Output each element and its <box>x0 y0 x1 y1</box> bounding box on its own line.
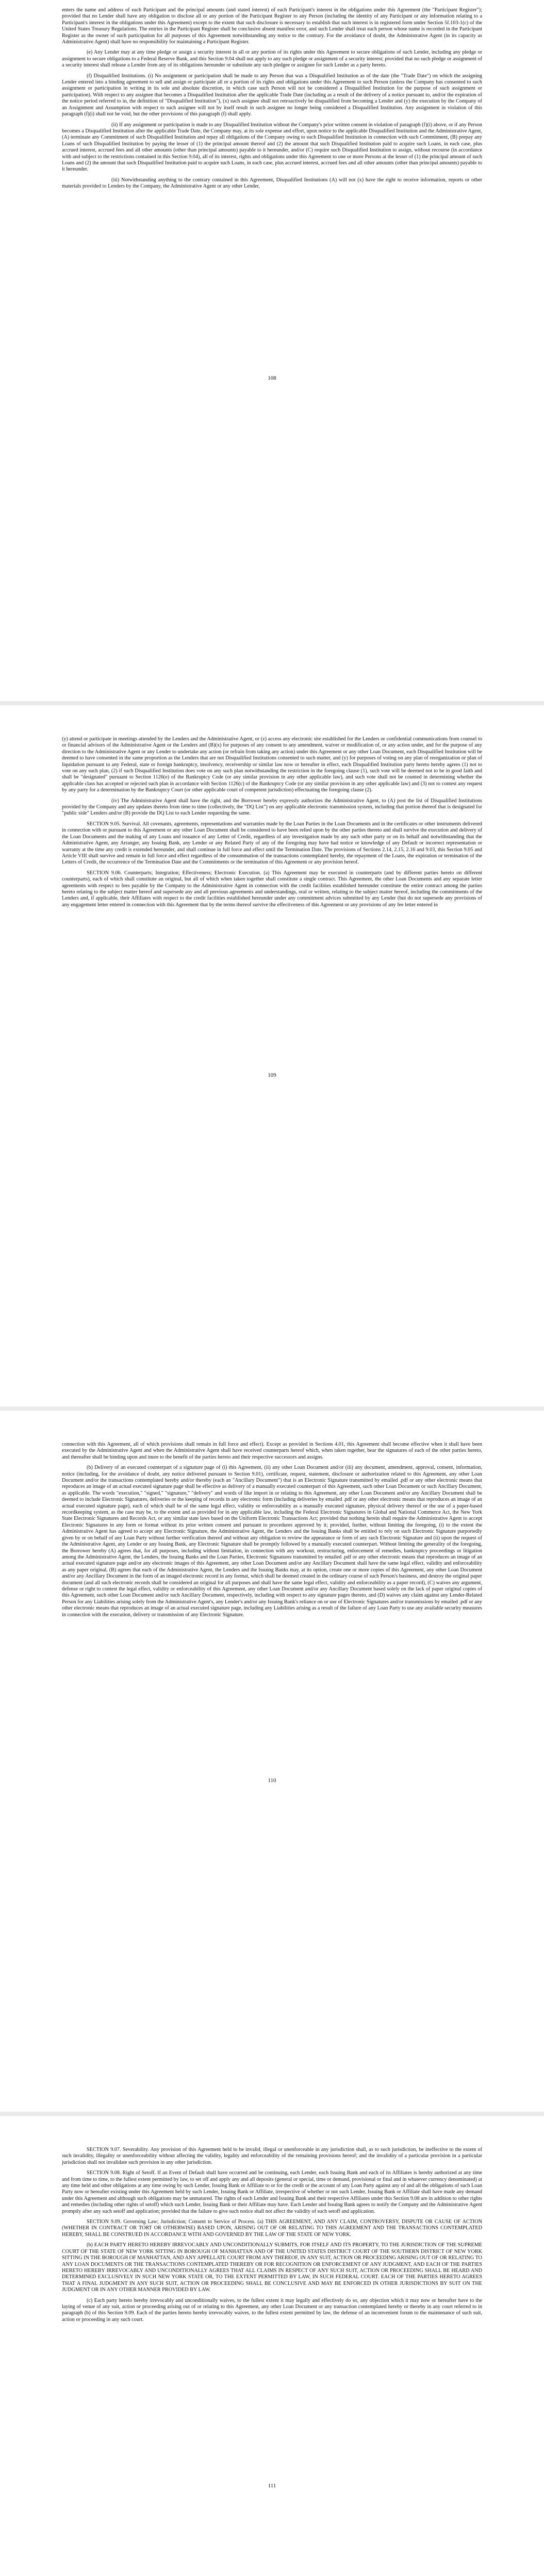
page-body <box>62 7 482 194</box>
paragraph: (iii) Notwithstanding anything to the contrary contained in this Agreement, Disqualified Institutions (A) will not (x) have the right to receive information, reports or other materials provided to Lenders by the Company, the Administrative Agent or any other Lender, <box>62 177 482 190</box>
paragraph: enters the name and address of each Participant and the principal amounts (and stated interest) of each Participant's interest in the obligations under this Agreement (the "Participant Register"); provided that no Lender shall have any obligation to disclose all or any portion of the Participant Register to any Person (including the identity of any Participant or any information relating to a Participant's interest in the obligations under this Agreement) except to the extent that such disclosure is necessary to establish that such interest is in registered form under Section 5f.103-1(c) of the United States Treasury Regulations. The entries in the Participant Register shall be conclusive absent manifest error, and such Lender shall treat each person whose name is recorded in the Participant Register as the owner of such participation for all purposes of this Agreement notwithstanding any notice to the contrary. For the avoidance of doubt, the Administrative Agent (in its capacity as Administrative Agent) shall have no responsibility for maintaining a Participant Register. <box>62 7 482 45</box>
page-divider <box>0 701 544 705</box>
page-number: 111 <box>268 2483 276 2489</box>
paragraph: SECTION 9.05. Survival. All covenants, agreements, representations and warranties made by the Loan Parties in the Loan Documents and in the certificates or other instruments delivered in connection with or pursuant to this Agreement or any other Loan Document shall be considered to have been relied upon by the other parties thereto and shall survive the execution and delivery of the Loan Documents and the making of any Loans and issuance of any Letter of Credit, regardless of any investigation made by any such other party or on its behalf and notwithstanding that the Administrative Agent, any Arranger, any Issuing Bank, any Lender or any Related Party of any of the foregoing may have had notice or knowledge of any Default or incorrect representation or warranty at the time any credit is extended hereunder, and shall continue in full force and effect until the Termination Date. The provisions of Sections 2.14, 2.15, 2.16 and 9.03, this Section 9.05 and Article VIII shall survive and remain in full force and effect regardless of the consummation of the transactions contemplated hereby, the repayment of the Loans, the expiration or termination of the Letters of Credit, the occurrence of the Termination Date and the Commitments or the termination of this Agreement or any provision hereof. <box>62 821 482 866</box>
paragraph: (b) EACH PARTY HERETO HEREBY IRREVOCABLY AND UNCONDITIONALLY SUBMITS, FOR ITSELF AND ITS PROPERTY, TO THE JURISDICTION OF THE SUPREME COURT OF THE STATE OF NEW YORK SITTING IN BOROUGH OF MANHATTAN AND OF THE UNITED STATES DISTRICT COURT OF THE SOUTHERN DISTRICT OF NEW YORK SITTING IN THE BOROUGH OF MANHATTAN, AND ANY APPELLATE COURT FROM ANY THEREOF, IN ANY SUIT, ACTION OR PROCEEDING ARISING OUT OF OR RELATING TO ANY LOAN DOCUMENTS OR THE TRANSACTIONS CONTEMPLATED THEREBY OR FOR RECOGNITION OR ENFORCEMENT OF ANY JUDGMENT, AND EACH OF THE PARTIES HERETO HEREBY IRREVOCABLY AND UNCONDITIONALLY AGREES THAT ALL CLAIMS IN RESPECT OF ANY SUCH SUIT, ACTION OR PROCEEDING SHALL BE HEARD AND DETERMINED EXCLUSIVELY IN SUCH NEW YORK STATE OR, TO THE EXTENT PERMITTED BY LAW, IN SUCH FEDERAL COURT. EACH OF THE PARTIES HERETO AGREES THAT A FINAL JUDGMENT IN ANY SUCH SUIT, ACTION OR PROCEEDING SHALL BE CONCLUSIVE AND MAY BE ENFORCED IN OTHER JURISDICTIONS BY SUIT ON THE JUDGMENT OR IN ANY OTHER MANNER PROVIDED BY LAW. <box>62 2242 482 2293</box>
page-number: 110 <box>268 1777 276 1784</box>
paragraph: SECTION 9.09. Governing Law; Jurisdiction; Consent to Service of Process. (a) THIS AGREEMENT, AND ANY CLAIM, CONTROVERSY, DISPUTE OR CAUSE OF ACTION (WHETHER IN CONTRACT OR TORT OR OTHERWISE) BASED UPON, ARISING OUT OF OR RELATING TO THIS AGREEMENT AND THE TRANSACTIONS CONTEMPLATED HEREBY, SHALL BE CONSTRUED IN ACCORDANCE WITH AND GOVERNED BY THE LAW OF THE STATE OF NEW YORK. <box>62 2219 482 2238</box>
page-number: 108 <box>268 375 276 381</box>
paragraph: (e) Any Lender may at any time pledge or assign a security interest in all or any portion of its rights under this Agreement to secure obligations of such Lender, including any pledge or assignment to secure obligations to a Federal Reserve Bank, and this Section 9.04 shall not apply to any such pledge or assignment of a security interest; provided that no such pledge or assignment of a security interest shall release a Lender from any of its obligations hereunder or substitute any such pledgee or assignee for such Lender as a party hereto. <box>62 49 482 69</box>
paragraph: (iv) The Administrative Agent shall have the right, and the Borrower hereby expressly authorizes the Administrative Agent, to (A) post the list of Disqualified Institutions provided by the Company and any updates thereto from time to time (collectively, the "DQ List") on any applicable electronic transmission system, including that portion thereof that is designated for "public side" Lenders and/or (B) provide the DQ List to each Lender requesting the same. <box>62 798 482 817</box>
paragraph: (ii) If any assignment or participation is made to any Disqualified Institution without the Company's prior written consent in violation of paragraph (f)(i) above, or if any Person becomes a Disqualified Institution after the applicable Trade Date, the Company may, at its sole expense and effort, upon notice to the applicable Disqualified Institution and the Administrative Agent, (A) terminate any Commitment of such Disqualified Institution and repay all obligations of the Company owing to such Disqualified Institution in connection with such Commitment, (B) prepay any Loans of such Disqualified Institution by paying the lesser of (1) the principal amount thereof and (2) the amount that such Disqualified Institution paid to acquire such Loans, in each case, plus accrued interest, accrued fees and all other amounts (other than principal amounts) payable to it hereunder, and/or (C) require such Disqualified Institution to assign, without recourse (in accordance with and subject to the restrictions contained in this Section 9.04), all of its interest, rights and obligations under this Agreement to one or more Persons at the lesser of (1) the principal amount of such Loans and (2) the amount that such Disqualified Institution paid to acquire such Loans, in each case, plus accrued interest, accrued fees and all other amounts (other than principal amounts) payable to it hereunder. <box>62 122 482 173</box>
paragraph: (c) Each party hereto hereby irrevocably and unconditionally waives, to the fullest extent it may legally and effectively do so, any objection which it may now or hereafter have to the laying of venue of any suit, action or proceeding arising out of or relating to this Agreement, any other Loan Document or any transaction contemplated hereby or thereby in any court referred to in paragraph (b) of this Section 9.09. Each of the parties hereto hereby irrevocably waives, to the fullest extent permitted by law, the defense of an inconvenient forum to the maintenance of such suit, action or proceeding in any such court. <box>62 2297 482 2323</box>
paragraph: (y) attend or participate in meetings attended by the Lenders and the Administrative Agent, or (z) access any electronic site established for the Lenders or confidential communications from counsel to or financial advisors of the Administrative Agent or the Lenders and (B)(x) for purposes of any consent to any amendment, waiver or modification of, or any action under, and for the purpose of any direction to the Administrative Agent or any Lender to undertake any action (or refrain from taking any action) under this Agreement or any other Loan Document, each Disqualified Institution will be deemed to have consented in the same proportion as the Lenders that are not Disqualified Institutions consented to such matter, and (y) for purposes of voting on any plan of reorganization or plan of liquidation pursuant to any Federal, state or foreign bankruptcy, insolvency, receivership or similar law now or hereafter in effect, each Disqualified Institution party hereto hereby agrees (1) not to vote on any such plan, (2) if such Disqualified Institution does vote on any such plan notwithstanding the restriction in the foregoing clause (1), such vote will be deemed not to be in good faith and shall be "designated" pursuant to Section 1126(e) of the Bankruptcy Code (or any similar provision in any other applicable law), and such vote shall not be counted in determining whether the applicable class has accepted or rejected such plan in accordance with Section 1126(c) of the Bankruptcy Code (or any similar provision in any other applicable law) and (3) not to contest any request by any party for a determination by the Bankruptcy Court (or other applicable court of competent jurisdiction) effectuating the foregoing clause (2). <box>62 736 482 793</box>
document-page <box>0 0 544 703</box>
paragraph: connection with this Agreement, all of which provisions shall remain in full force and effect). Except as provided in Sections 4.01, this Agreement shall become effective when it shall have been executed by the Administrative Agent and when the Administrative Agent shall have received counterparts hereof which, when taken together, bear the signatures of each of the other parties hereto, and thereafter shall be binding upon and inure to the benefit of the parties hereto and their respective successors and assigns. <box>62 1442 482 1460</box>
document-page <box>0 1411 544 2114</box>
paragraph: (f) Disqualified Institutions. (i) No assignment or participation shall be made to any Person that was a Disqualified Institution as of the date (the "Trade Date") on which the assigning Lender entered into a binding agreement to sell and assign or participate all or a portion of its rights and obligations under this Agreement to such Person (unless the Company has consented to such assignment or participation in writing in its sole and absolute discretion, in which case such Person will not be considered a Disqualified Institution for the purpose of such assignment or participation). With respect to any assignee that becomes a Disqualified Institution after the applicable Trade Date (including as a result of the delivery of a notice pursuant to, and/or the expiration of the notice period referred to in, the definition of "Disqualified Institution"), (x) such assignee shall not retroactively be disqualified from becoming a Lender and (y) the execution by the Company of an Assignment and Assumption with respect to such assignee will not by itself result in such assignee no longer being considered a Disqualified Institution. Any assignment in violation of this paragraph (f)(i) shall not be void, but the other provisions of this paragraph (f) shall apply. <box>62 73 482 117</box>
document-page <box>0 2116 544 2576</box>
document-page <box>0 705 544 1409</box>
page-body <box>62 736 482 912</box>
paragraph: SECTION 9.07. Severability. Any provision of this Agreement held to be invalid, illegal or unenforceable in any jurisdiction shall, as to such jurisdiction, be ineffective to the extent of such invalidity, illegality or unenforceability without affecting the validity, legality and enforceability of the remaining provisions hereof; and the invalidity of a particular provision in a particular jurisdiction shall not invalidate such provision in any other jurisdiction. <box>62 2147 482 2165</box>
page-body <box>62 2147 482 2327</box>
page-number: 109 <box>268 1072 276 1078</box>
paragraph: SECTION 9.08. Right of Setoff. If an Event of Default shall have occurred and be continuing, each Lender, each Issuing Bank and each of its Affiliates is hereby authorized at any time and from time to time, to the fullest extent permitted by law, to set off and apply any and all deposits (general or special, time or demand, provisional or final and in whatever currency denominated) at any time held and other obligations at any time owing by such Lender, Issuing Bank or Affiliate to or for the credit or the account of any Loan Party against any of and all the obligations of such Loan Party now or hereafter existing under this Agreement held by such Lender, Issuing Bank or Affiliate, irrespective of whether or not such Lender, Issuing Bank or Affiliate shall have made any demand under this Agreement and although such obligations may be unmatured. The rights of each Lender and Issuing Bank and their respective Affiliates under this Section 9.08 are in addition to other rights and remedies (including other rights of setoff) which such Lender, Issuing Bank or their Affiliate may have. Each Lender and Issuing Bank agrees to notify the Company and the Administrative Agent promptly after any such setoff and application; provided that the failure to give such notice shall not affect the validity of such setoff and application. <box>62 2170 482 2214</box>
paragraph: (b) Delivery of an executed counterpart of a signature page of (i) this Agreement, (ii) any other Loan Document and/or (iii) any document, amendment, approval, consent, information, notice (including, for the avoidance of doubt, any notice delivered pursuant to Section 9.01), certificate, request, statement, disclosure or authorization related to this Agreement, any other Loan Document and/or the transactions contemplated hereby and/or thereby (each an "Ancillary Document") that is an Electronic Signature transmitted by emailed .pdf or any other electronic means that reproduces an image of an actual executed signature page shall be effective as delivery of a manually executed counterpart of this Agreement, such other Loan Document or such Ancillary Document, as applicable. The words "execution," "signed," "signature," "delivery" and words of like import in or relating to this Agreement, any other Loan Document and/or any Ancillary Document shall be deemed to include Electronic Signatures, deliveries or the keeping of records in any electronic form (including deliveries by emailed .pdf or any other electronic means that reproduces an image of an actual executed signature page), each of which shall be of the same legal effect, validity or enforceability as a manually executed signature, physical delivery thereof or the use of a paper-based recordkeeping system, as the case may be, to the extent and as provided for in any applicable law, including the Federal Electronic Signatures in Global and National Commerce Act, the New York State Electronic Signatures and Records Act, or any similar state laws based on the Uniform Electronic Transactions Act; provided that nothing herein shall require the Administrative Agent to accept Electronic Signatures in any form or format without its prior written consent and pursuant to procedures approved by it; provided, further, without limiting the foregoing, (i) to the extent the Administrative Agent has agreed to accept any Electronic Signature, the Administrative Agent, the Lenders and the Issuing Banks shall be entitled to rely on such Electronic Signature purportedly given by or on behalf of any Loan Party without further verification thereof and without any obligation to review the appearance or form of any such Electronic Signature and (ii) upon the request of the Administrative Agent, any Lender or any Issuing Bank, any Electronic Signature shall be promptly followed by a manually executed counterpart. Without limiting the generality of the foregoing, the Borrower hereby (A) agrees that, for all purposes, including without limitation, in connection with any workout, restructuring, enforcement of remedies, bankruptcy proceedings or litigation among the Administrative Agent, the Lenders, the Issuing Banks and the Loan Parties, Electronic Signatures transmitted by emailed .pdf or any other electronic means that reproduces an image of an actual executed signature page and/or any electronic images of this Agreement, any other Loan Document and/or any Ancillary Document shall have the same legal effect, validity and enforceability as any paper original, (B) agrees that each of the Administrative Agent, the Lenders and the Issuing Banks may, at its option, create one or more copies of this Agreement, any other Loan Document and/or any Ancillary Document in the form of an imaged electronic record in any format, which shall be deemed created in the ordinary course of such Person's business, and destroy the original paper document (and all such electronic records shall be considered an original for all purposes and shall have the same legal effect, validity and enforceability as a paper record), (C) waives any argument, defense or right to contest the legal effect, validity or enforceability of this Agreement, any other Loan Document and/or any Ancillary Document based solely on the lack of paper original copies of this Agreement, such other Loan Document and/or such Ancillary Document, respectively, including with respect to any signature pages thereto, and (D) waives any claim against any Lender-Related Person for any Liabilities arising solely from the Administrative Agent's, any Lender's and/or any Issuing Bank's reliance on or use of Electronic Signatures and/or transmissions by emailed .pdf or any other electronic means that reproduces an image of an actual executed signature page, including any Liabilities arising as a result of the failure of any Loan Party to use any available security measures in connection with the execution, delivery or transmission of any Electronic Signature. <box>62 1465 482 1618</box>
page-body <box>62 1442 482 1622</box>
page-divider <box>0 2112 544 2116</box>
paragraph: SECTION 9.06. Counterparts; Integration; Effectiveness; Electronic Execution. (a) This Agreement may be executed in counterparts (and by different parties hereto on different counterparts), each of which shall constitute an original, but all of which when taken together shall constitute a single contract. This Agreement, the other Loan Documents and any separate letter agreements with respect to fees payable by the Company to the Administrative Agent in connection with the credit facilities established hereunder constitute the entire contract among the parties hereto relating to the subject matter hereof and supersede any and all previous agreements and understandings, oral or written, relating to the subject matter hereof, including the commitments of the Lenders and, if applicable, their Affiliates with respect to the credit facilities established hereunder under any commitment advices submitted by any Lender (but do not supersede any provisions of any engagement letter entered in connection with this Agreement that by the terms thereof survive the effectiveness of this Agreement or any provisions of any fee letter entered in <box>62 870 482 908</box>
page-divider <box>0 1406 544 1411</box>
